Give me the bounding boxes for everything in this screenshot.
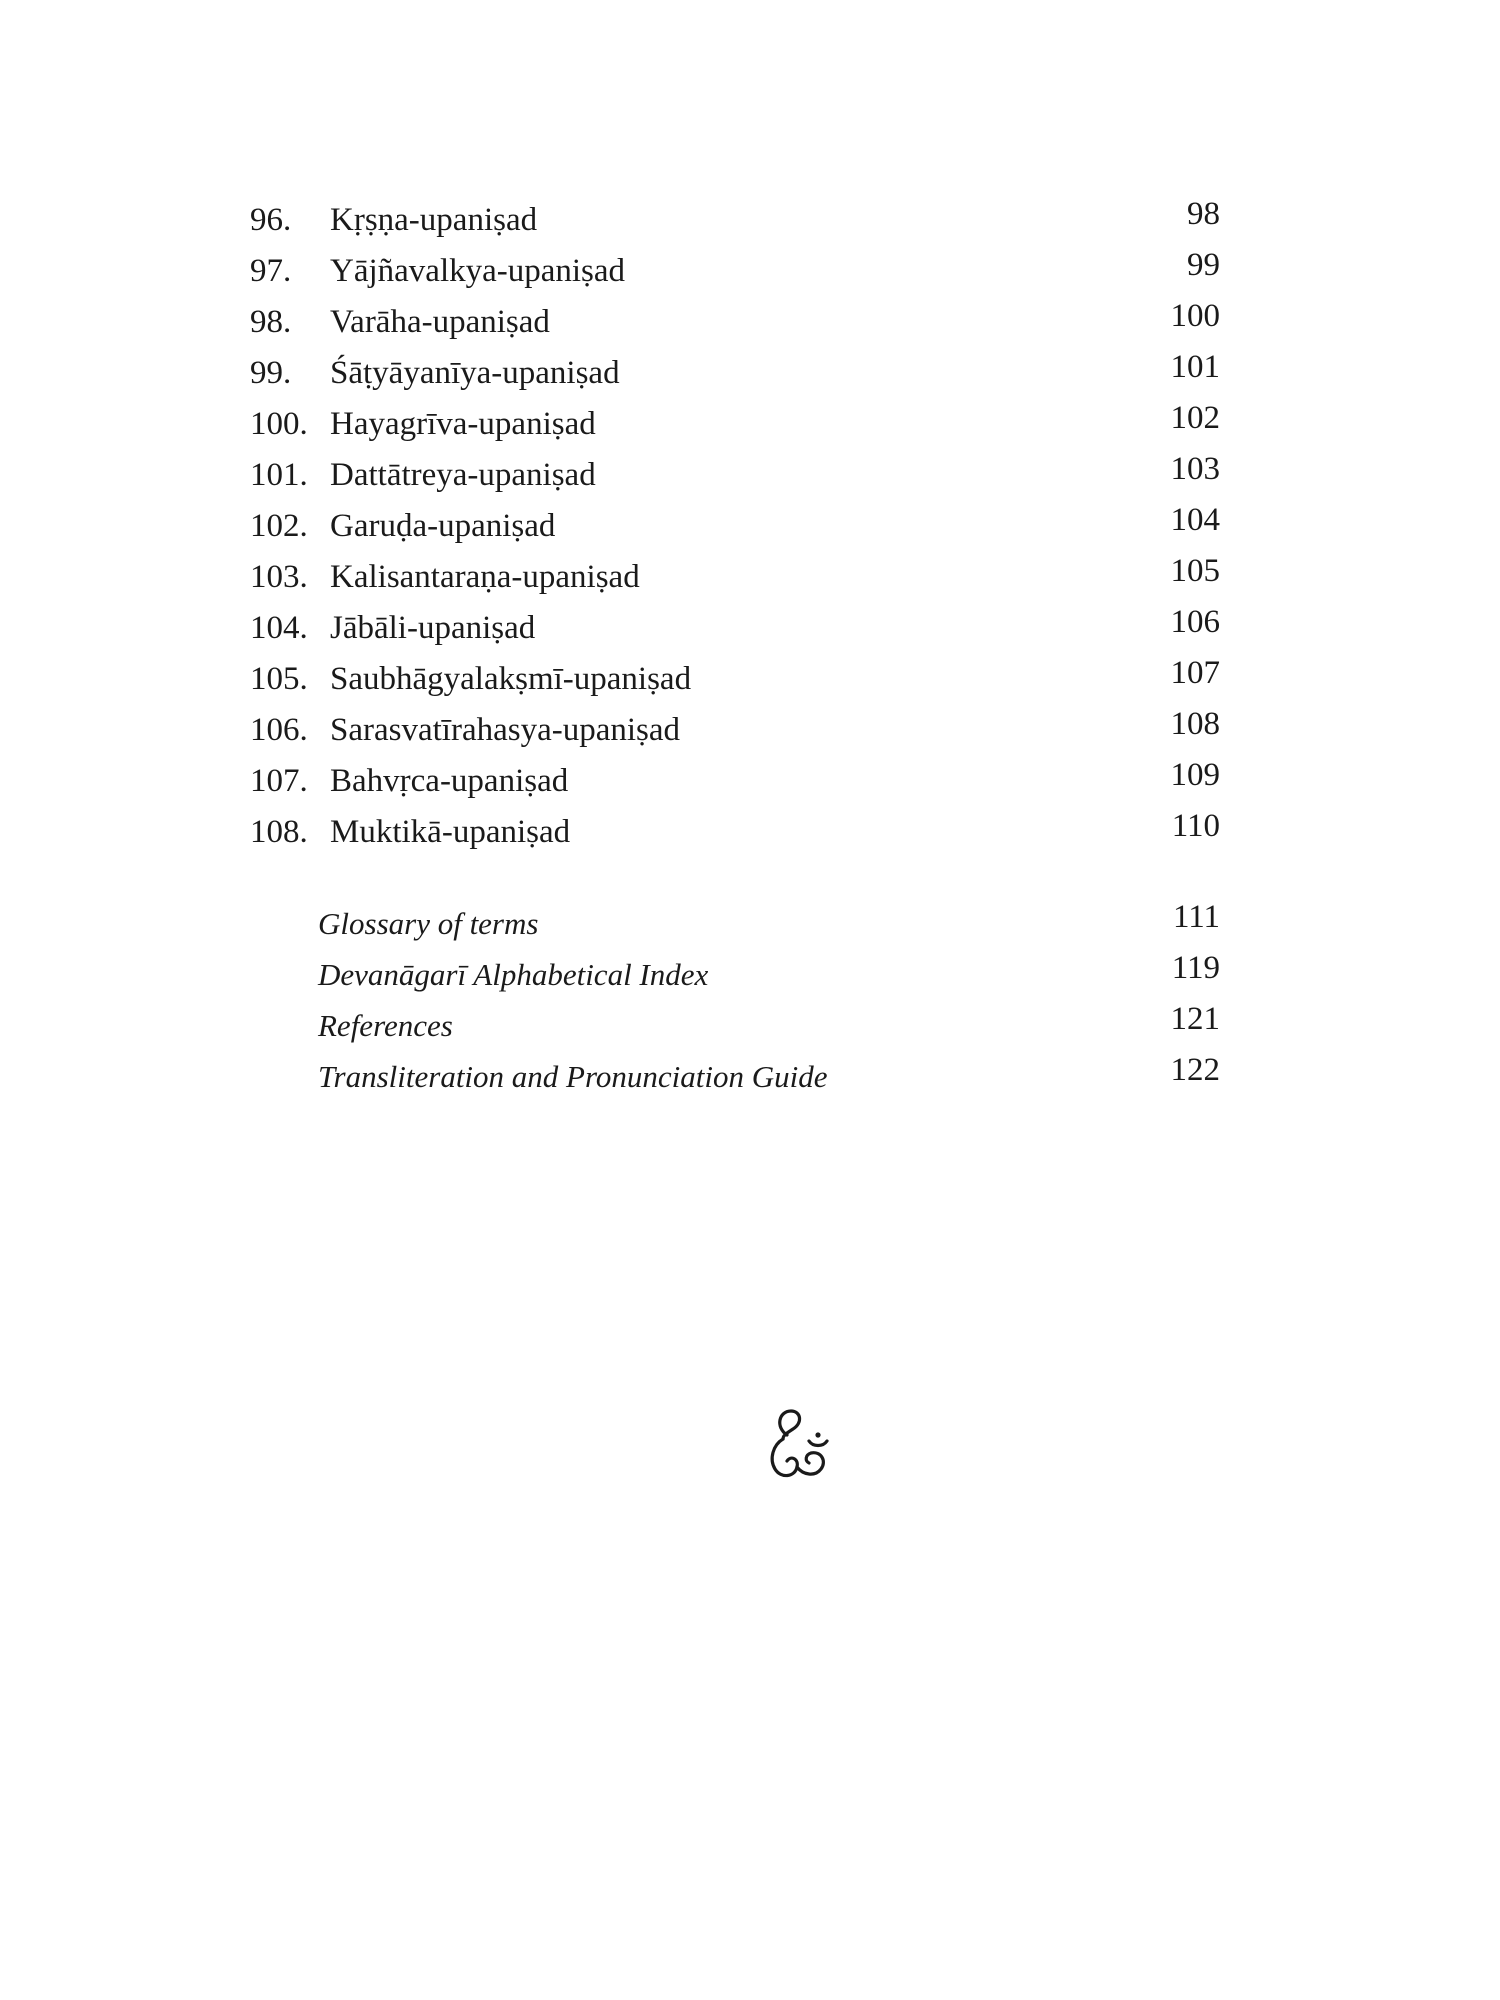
toc-entry bbox=[250, 807, 1220, 858]
toc-entry bbox=[250, 552, 1220, 603]
toc-entry bbox=[250, 195, 1220, 246]
entry-title: Hayagrīva-upaniṣad bbox=[330, 406, 596, 442]
entry-page-number: 99 bbox=[1187, 247, 1220, 283]
entry-page-number: 106 bbox=[1170, 604, 1220, 640]
back-matter-list bbox=[250, 898, 1220, 1102]
entry-page-number: 98 bbox=[1187, 196, 1220, 232]
entry-number: 98. bbox=[250, 304, 292, 340]
bindu-dot bbox=[815, 1432, 820, 1437]
entry-number: 97. bbox=[250, 253, 292, 289]
entry-page-number: 103 bbox=[1170, 451, 1220, 487]
entry-page-number: 101 bbox=[1170, 349, 1220, 385]
entry-page-number: 102 bbox=[1170, 400, 1220, 436]
back-matter-entry bbox=[250, 949, 1220, 1000]
back-matter-title: Devanāgarī Alphabetical Index bbox=[318, 957, 709, 992]
toc-entry bbox=[250, 348, 1220, 399]
entry-number: 99. bbox=[250, 355, 292, 391]
entry-number: 108. bbox=[250, 814, 308, 850]
back-matter-entry bbox=[250, 1000, 1220, 1051]
toc-entry bbox=[250, 501, 1220, 552]
toc-entry bbox=[250, 603, 1220, 654]
entry-title: Muktikā-upaniṣad bbox=[330, 814, 571, 850]
entry-title: Dattātreya-upaniṣad bbox=[330, 457, 596, 493]
entry-title: Yājñavalkya-upaniṣad bbox=[330, 253, 626, 289]
entry-number: 104. bbox=[250, 610, 308, 646]
entry-number: 105. bbox=[250, 661, 308, 697]
back-matter-entry bbox=[250, 1051, 1220, 1102]
entry-number: 107. bbox=[250, 763, 308, 799]
entry-page-number: 109 bbox=[1170, 757, 1220, 793]
toc-entry bbox=[250, 297, 1220, 348]
entry-page-number: 105 bbox=[1170, 553, 1220, 589]
entry-title: Kalisantaraṇa-upaniṣad bbox=[330, 559, 640, 595]
entry-page-number: 107 bbox=[1170, 655, 1220, 691]
entry-number: 106. bbox=[250, 712, 308, 748]
back-matter-title: Glossary of terms bbox=[318, 906, 539, 941]
entry-title: Śāṭyāyanīya-upaniṣad bbox=[330, 355, 620, 391]
toc-entry bbox=[250, 654, 1220, 705]
entry-title: Jābāli-upaniṣad bbox=[330, 610, 536, 646]
entry-page-number: 104 bbox=[1170, 502, 1220, 538]
back-matter-page-number: 111 bbox=[1172, 899, 1220, 935]
entry-number: 101. bbox=[250, 457, 308, 493]
toc-entry bbox=[250, 705, 1220, 756]
entry-page-number: 108 bbox=[1170, 706, 1220, 742]
entry-page-number: 100 bbox=[1170, 298, 1220, 334]
entry-title: Garuḍa-upaniṣad bbox=[330, 508, 556, 544]
entry-page-number: 110 bbox=[1171, 808, 1220, 844]
toc-entry bbox=[250, 450, 1220, 501]
entry-number: 96. bbox=[250, 202, 292, 238]
table-of-contents bbox=[250, 195, 1220, 858]
entry-title: Saubhāgyalakṣmī-upaniṣad bbox=[330, 661, 692, 697]
toc-entry bbox=[250, 246, 1220, 297]
entry-number: 103. bbox=[250, 559, 308, 595]
back-matter-title: References bbox=[318, 1008, 453, 1043]
back-matter-page-number: 121 bbox=[1170, 1001, 1220, 1037]
entry-title: Bahvṛca-upaniṣad bbox=[330, 763, 569, 799]
toc-entry bbox=[250, 756, 1220, 807]
entry-title: Sarasvatīrahasya-upaniṣad bbox=[330, 712, 681, 748]
back-matter-page-number: 119 bbox=[1171, 950, 1220, 986]
om-symbol-icon bbox=[765, 1405, 835, 1485]
entry-title: Varāha-upaniṣad bbox=[330, 304, 550, 340]
back-matter-entry bbox=[250, 898, 1220, 949]
entry-number: 100. bbox=[250, 406, 308, 442]
back-matter-title: Transliteration and Pronunciation Guide bbox=[318, 1059, 828, 1094]
entry-number: 102. bbox=[250, 508, 308, 544]
entry-title: Kṛṣṇa-upaniṣad bbox=[330, 202, 538, 238]
back-matter-page-number: 122 bbox=[1170, 1052, 1220, 1088]
toc-entry bbox=[250, 399, 1220, 450]
